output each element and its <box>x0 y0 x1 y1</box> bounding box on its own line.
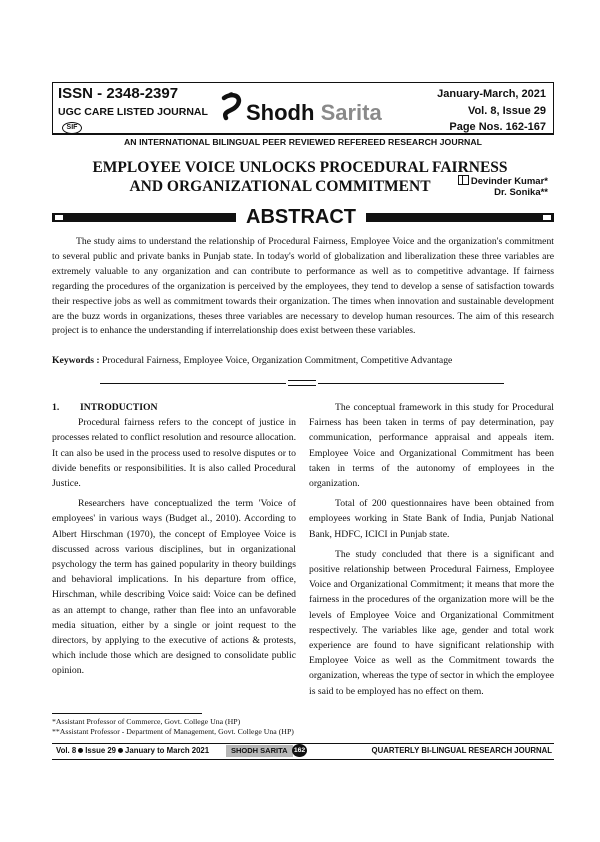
footer-issue <box>56 746 209 755</box>
issn-label: ISSN - 2348-2397 <box>58 85 179 102</box>
footer-period: January to March 2021 <box>125 746 210 755</box>
journal-tagline: AN INTERNATIONAL BILINGUAL PEER REVIEWED REFEREED RESEARCH JOURNAL <box>123 137 483 147</box>
issue-date: January-March, 2021 <box>437 88 546 100</box>
footnotes <box>52 717 294 737</box>
abstract-bar-left <box>52 213 236 222</box>
title-line-2: AND ORGANIZATIONAL COMMITMENT <box>129 178 431 195</box>
abstract-bar-right <box>366 213 554 222</box>
issue-volume: Vol. 8, Issue 29 <box>467 104 546 117</box>
footer-journal-type: QUARTERLY BI-LINGUAL RESEARCH JOURNAL <box>371 746 552 755</box>
title-line-1: EMPLOYEE VOICE UNLOCKS PROCEDURAL FAIRNESS <box>92 159 508 176</box>
section-title: INTRODUCTION <box>80 402 158 413</box>
issue-pages: Page Nos. 162-167 <box>449 121 546 133</box>
bullet-icon <box>78 748 83 753</box>
page-number: 162 <box>292 744 307 757</box>
footer-rule-bottom <box>52 759 554 760</box>
footer-vol: Vol. 8 <box>56 746 77 755</box>
section-number: 1. <box>52 402 60 413</box>
footnote-2: **Assistant Professor - Department of Management, Govt. College Una (HP) <box>52 727 294 736</box>
issue-info <box>437 86 546 136</box>
paragraph: Total of 200 questionnaires have been obtained from employees working in State Bank of India, Punjab National Bank, HDFC, ICICI in Punjab state. <box>309 498 554 540</box>
section-heading <box>52 400 296 415</box>
author-list <box>458 175 548 198</box>
footnote-1: *Assistant Professor of Commerce, Govt. College Una (HP) <box>52 717 241 726</box>
left-column <box>52 400 296 679</box>
divider-ornament <box>288 380 316 386</box>
author-2: Dr. Sonika** <box>494 187 548 198</box>
sif-badge: SIF <box>62 122 82 134</box>
author-1-row <box>458 175 548 187</box>
right-column <box>309 400 554 699</box>
divider-right <box>318 383 504 384</box>
logo-shodh: Shodh <box>246 100 315 125</box>
keywords <box>52 354 554 368</box>
journal-logo <box>218 90 388 132</box>
ugc-label: UGC CARE LISTED JOURNAL <box>58 106 208 118</box>
book-icon <box>458 175 469 185</box>
author-1: Devinder Kumar* <box>470 176 548 187</box>
keywords-label: Keywords : <box>52 355 100 366</box>
logo-wordmark <box>246 100 382 126</box>
paragraph: Researchers have conceptualized the term 'Voice of employees' in various ways (Budget al., 2010). According to Albert Hirschman (1970), the concept of Employee Voice is discussed across various disciplines, but in organizational psychology the term has gained popularity in theory buildings and behavioral implications. In his departure from office, Hirschman, while describing Voice said: Voice can be defined as an attempt to change, rather than flee into an unfavorable media situation, either by a single or joint request to the directors, by applying to the executive of actions & protests, which include those which are designed to consolidate public opinion. <box>52 498 296 677</box>
divider-left <box>100 383 286 384</box>
bullet-icon <box>118 748 123 753</box>
keywords-text: Procedural Fairness, Employee Voice, Organization Commitment, Competitive Advantage <box>102 355 453 366</box>
logo-sarita: Sarita <box>320 100 382 125</box>
paragraph: Procedural fairness refers to the concept of justice in processes related to conflict resolution and resource allocation. It can also be used in the process used to resolve disputes or to divide benefits or responsibilities. It is also called Procedural Justice. <box>52 417 296 490</box>
abstract-heading: ABSTRACT <box>246 206 356 228</box>
footer-journal-name: SHODH SARITA <box>226 745 293 757</box>
abstract-body <box>52 235 554 339</box>
abstract-text: The study aims to understand the relationship of Procedural Fairness, Employee Voice and the organization's commitment to several public and private banks in Punjab state. In today's world of globalization and liberalization these three variables are extremely valuable to any organization and can contribute to performance as well as to competitive advantage. If fairness regarding the procedures of the organization is perceived by the employees, they tend to develop a sense of satisfaction towards their respective jobs as well as commitment towards their organization. The times when innovation and sustainable development are the buzz words in organizations, theses three variables are necessary to develop human resources. The aim of this research project is to enhance the understanding if interrelationship does exist between these variables. <box>52 236 554 337</box>
footnote-rule <box>52 713 202 714</box>
paragraph: The study concluded that there is a significant and positive relationship between Procedural Fairness, Employee Voice and Organizational Commitment; it means that more the fairness in the procedures of the organization more will be the levels of Employee Voice and Organizational Commitment respectively. The variables like age, gender and total work experience are found to have significant relationship with Employee Voice as well as the Commitment towards the organization, whereas the type of sector in which the employee is said to be employed has no effect on them. <box>309 548 554 697</box>
footer-issue-num: Issue 29 <box>85 746 117 755</box>
paragraph: The conceptual framework in this study for Procedural Fairness has been taken in terms of pay determination, pay communication, performance appraisal and appeals item. Employee Voice and Organizational Commitment has been taken in terms of the autonomy of employees in the organization. <box>309 402 554 490</box>
